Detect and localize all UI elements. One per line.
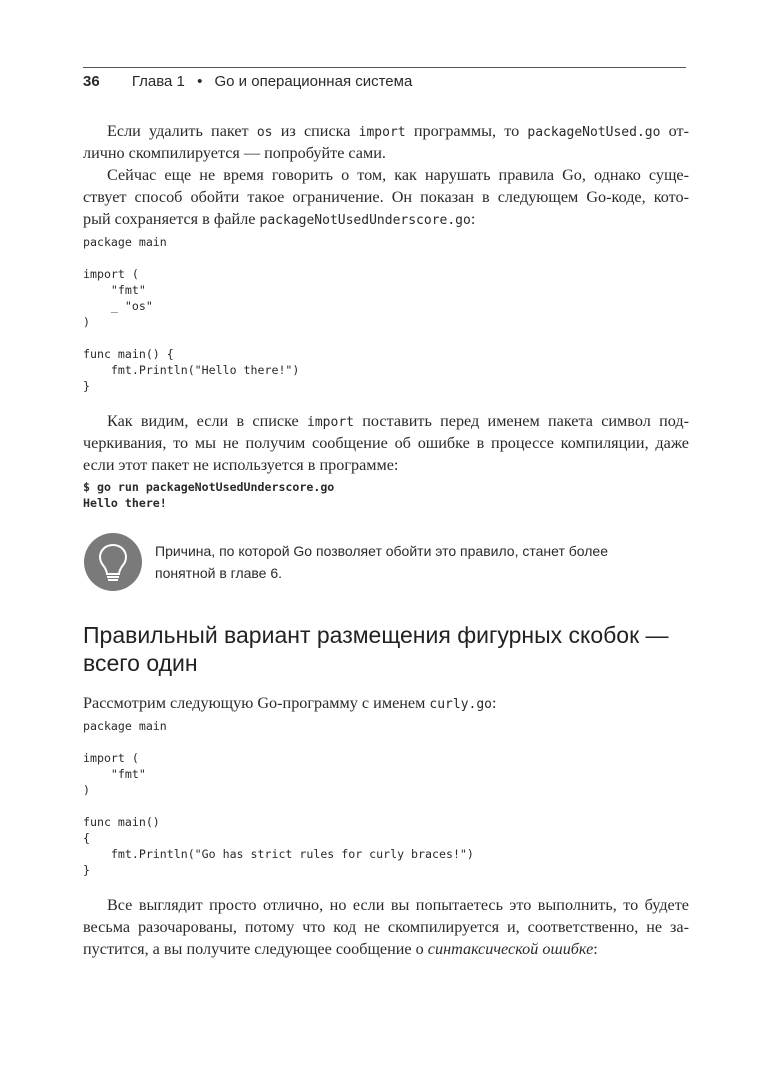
code-line xyxy=(83,734,689,750)
code-line: ) xyxy=(83,315,90,329)
bullet: • xyxy=(197,73,203,90)
code-line: package main xyxy=(83,719,167,733)
paragraph-4: Рассмотрим следующую Go-программу с именем curly.go: xyxy=(83,694,497,712)
section-heading-line-1: Правильный вариант размещения фигурных скобок — xyxy=(83,622,669,648)
code-line xyxy=(83,330,689,346)
tip-line-2: понятной в главе 6. xyxy=(155,565,283,581)
paragraph-3-line-3: если этот пакет не используется в программе: xyxy=(83,456,399,474)
chapter-title: Go и операционная система xyxy=(214,73,413,90)
paragraph-5-line-1: Все выглядит просто отлично, но если вы попытаетесь это выполнить, то будете xyxy=(107,896,689,914)
code-line xyxy=(83,250,689,266)
code-line: import ( xyxy=(83,267,139,281)
code-line: ) xyxy=(83,783,90,797)
code-line: $ go run packageNotUsedUnderscore.go xyxy=(83,480,335,494)
code-line: package main xyxy=(83,235,167,249)
code-line: } xyxy=(83,863,90,877)
paragraph-5-line-2: весьма разочарованы, потому что код не скомпилируется и, соответственно, не за- xyxy=(83,918,689,936)
code-line: func main() xyxy=(83,815,160,829)
code-line: { xyxy=(83,831,90,845)
terminal-output xyxy=(83,479,689,511)
tip-line-1: Причина, по которой Go позволяет обойти это правило, станет более xyxy=(155,543,608,559)
code-line: } xyxy=(83,379,90,393)
header-rule xyxy=(83,67,686,68)
code-line: fmt.Println("Go has strict rules for curly braces!") xyxy=(83,847,474,861)
code-line: _ "os" xyxy=(83,299,153,313)
code-line: fmt.Println("Hello there!") xyxy=(83,363,300,377)
code-line: import ( xyxy=(83,751,139,765)
section-heading-line-2: всего один xyxy=(83,650,198,676)
code-line: Hello there! xyxy=(83,496,167,510)
chapter-label: Глава 1 xyxy=(131,73,185,90)
paragraph-1-line-2: лично скомпилируется — попробуйте сами. xyxy=(83,144,386,162)
paragraph-3-line-2: черкивания, то мы не получим сообщение об ошибке в процессе компиляции, даже xyxy=(83,434,689,452)
paragraph-3-line-1: Как видим, если в списке import поставить перед именем пакета символ под- xyxy=(107,412,689,430)
code-line: func main() { xyxy=(83,347,174,361)
paragraph-5-line-3: пустится, а вы получите следующее сообщение о синтаксической ошибке: xyxy=(83,940,598,958)
paragraph-2-line-3: рый сохраняется в файле packageNotUsedUnderscore.go: xyxy=(83,210,476,228)
code-block-1 xyxy=(83,234,689,394)
code-line: "fmt" xyxy=(83,767,146,781)
running-header xyxy=(83,73,412,90)
code-line xyxy=(83,798,689,814)
paragraph-2-line-2: ствует способ обойти такое ограничение. Он показан в следующем Go-коде, кото- xyxy=(83,188,689,206)
code-line: "fmt" xyxy=(83,283,146,297)
lightbulb-icon xyxy=(84,533,142,591)
page-number: 36 xyxy=(83,73,100,90)
code-block-2 xyxy=(83,718,689,878)
paragraph-1-line-1: Если удалить пакет os из списка import программы, то packageNotUsed.go от- xyxy=(107,122,689,140)
paragraph-2-line-1: Сейчас еще не время говорить о том, как нарушать правила Go, однако суще- xyxy=(107,166,689,184)
